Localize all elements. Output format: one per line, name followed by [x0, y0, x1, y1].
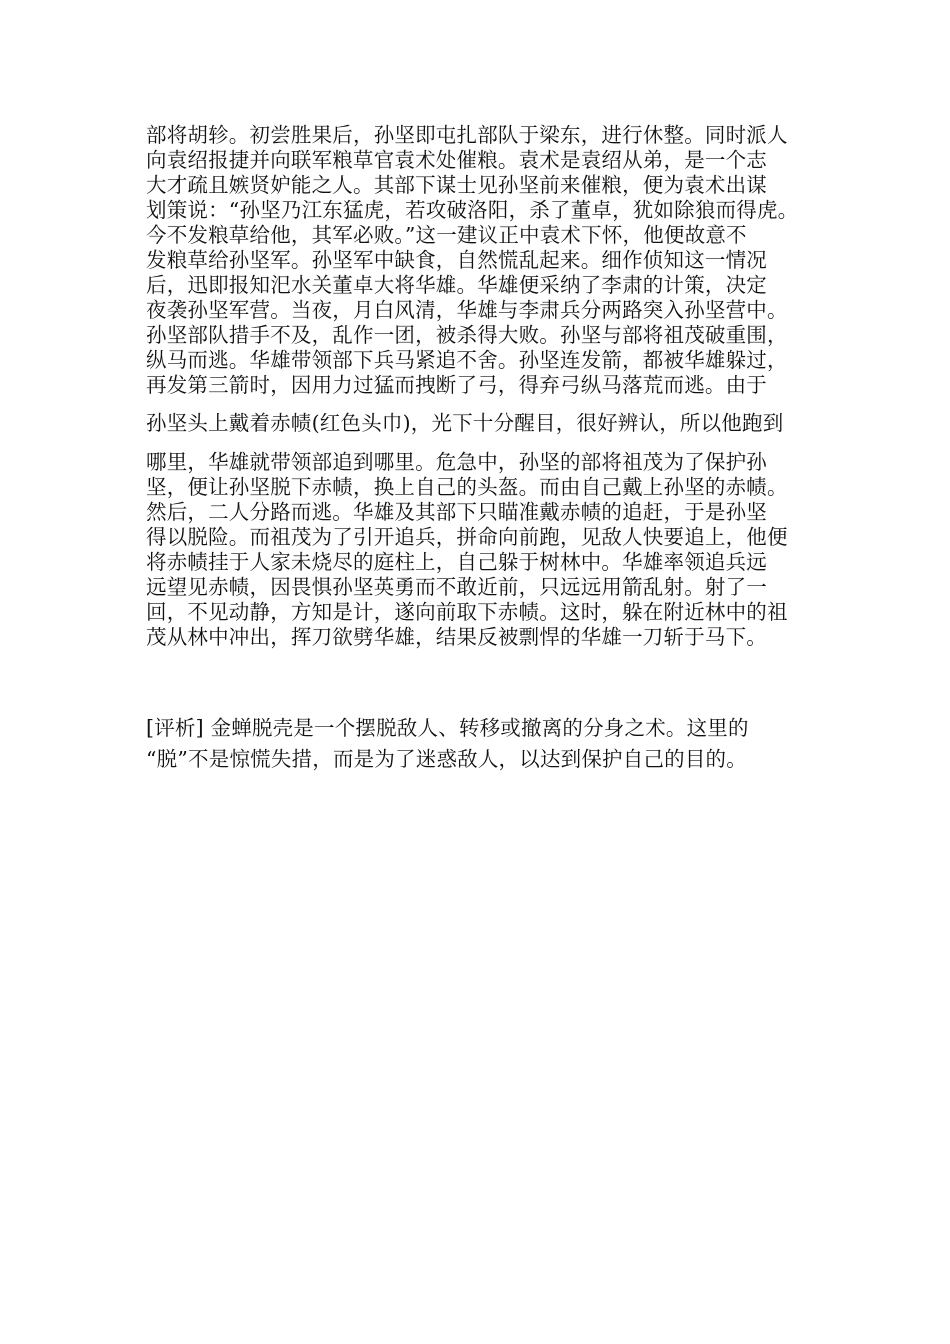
text-line: 后，迅即报知汜水关董卓大将华雄。华雄便采纳了李肃的计策，决定 — [146, 273, 767, 297]
text-line: 大才疏且嫉贤妒能之人。其部下谋士见孙坚前来催粮，便为袁术出谋 — [146, 173, 767, 197]
text-line: 再发第三箭时，因用力过猛而拽断了弓，得弃弓纵马落荒而逃。由于 — [146, 373, 767, 397]
text-line: 今不发粮草给他，其军必败。”这一建议正中袁术下怀，他便故意不 — [146, 223, 747, 247]
analysis-line: “脱”不是惊慌失措，而是为了迷惑敌人，以达到保护自己的目的。 — [146, 747, 747, 771]
text-line: 得以脱险。而祖茂为了引开追兵，拼命向前跑，见敌人快要追上，他便 — [146, 525, 788, 549]
text-line: 孙坚头上戴着赤帻(红色头巾)，光下十分醒目，很好辨认，所以他跑到 — [146, 411, 784, 435]
text-line: 孙坚部队措手不及，乱作一团，被杀得大败。孙坚与部将祖茂破重围， — [146, 323, 788, 347]
analysis-line: [评析] 金蝉脱壳是一个摆脱敌人、转移或撤离的分身之术。这里的 — [146, 716, 749, 740]
text-line: 向袁绍报捷并向联军粮草官袁术处催粮。袁术是袁绍从弟，是一个志 — [146, 148, 767, 172]
text-line: 远望见赤帻，因畏惧孙坚英勇而不敢近前，只远远用箭乱射。射了一 — [146, 575, 767, 599]
story-paragraph-3 — [146, 450, 826, 650]
text-line: 纵马而逃。华雄带领部下兵马紧追不舍。孙坚连发箭，都被华雄躲过， — [146, 348, 788, 372]
analysis-paragraph — [146, 713, 826, 775]
text-line: 夜袭孙坚军营。当夜，月白风清，华雄与李肃兵分两路突入孙坚营中。 — [146, 298, 788, 322]
text-line: 茂从林中冲出，挥刀欲劈华雄，结果反被剽悍的华雄一刀斩于马下。 — [146, 625, 767, 649]
text-line: 发粮草给孙坚军。孙坚军中缺食，自然慌乱起来。细作侦知这一情况 — [146, 248, 767, 272]
text-line: 部将胡轸。初尝胜果后，孙坚即屯扎部队于梁东，进行休整。同时派人 — [146, 123, 788, 147]
text-line: 坚，便让孙坚脱下赤帻，换上自己的头盔。而由自己戴上孙坚的赤帻。 — [146, 475, 788, 499]
text-line: 回，不见动静，方知是计，遂向前取下赤帻。这时，躲在附近林中的祖 — [146, 600, 788, 624]
text-line: 将赤帻挂于人家未烧尽的庭柱上，自己躲于树林中。华雄率领追兵远 — [146, 550, 767, 574]
story-paragraph-1 — [146, 123, 826, 398]
text-line: 哪里，华雄就带领部追到哪里。危急中，孙坚的部将祖茂为了保护孙 — [146, 450, 767, 474]
story-paragraph-2 — [146, 411, 826, 436]
text-line: 然后，二人分路而逃。华雄及其部下只瞄准戴赤帻的追赶，于是孙坚 — [146, 500, 767, 524]
text-line: 划策说：“孙坚乃江东猛虎，若攻破洛阳，杀了董卓，犹如除狼而得虎。 — [146, 198, 799, 222]
